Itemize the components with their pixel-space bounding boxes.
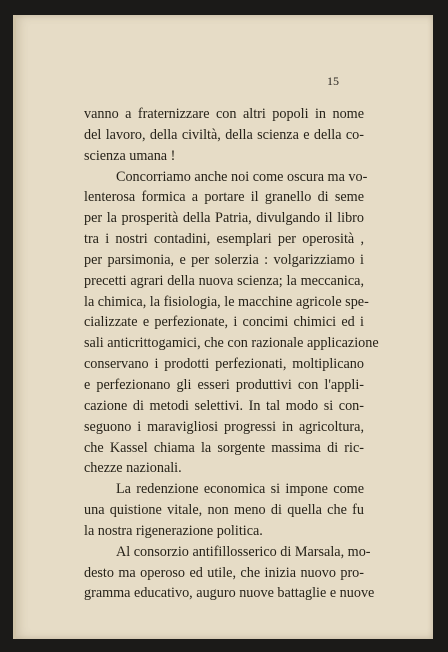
text-line: lenterosa formica a portare il granello di seme bbox=[84, 189, 364, 206]
text-line: del lavoro, della civiltà, della scienza e della co- bbox=[84, 126, 364, 143]
text-line: sali anticrittogamici, che con razionale applicazione bbox=[84, 335, 379, 352]
text-line: scienza umana ! bbox=[84, 147, 176, 164]
text-line: cazione di metodi selettivi. In tal modo si con- bbox=[84, 397, 364, 414]
text-line: vanno a fraternizzare con altri popoli in nome bbox=[84, 106, 364, 122]
text-line: seguono i maravigliosi progressi in agricoltura, bbox=[84, 418, 364, 435]
text-line: la chimica, la fisiologia, le macchine agricole spe- bbox=[84, 293, 369, 310]
text-line: una quistione vitale, non meno di quella che fu bbox=[84, 502, 364, 519]
text-line: chezze nazionali. bbox=[84, 460, 182, 477]
body-text bbox=[84, 104, 379, 604]
page-gutter-edge bbox=[13, 15, 16, 639]
text-line: e perfezionano gli esseri produttivi con l'appli- bbox=[84, 376, 364, 393]
text-line: tra i nostri contadini, esemplari per operosità , bbox=[84, 231, 364, 248]
text-line: precetti agrari della nuova scienza; la meccanica, bbox=[84, 272, 364, 289]
text-line: La redenzione economica si impone come bbox=[116, 481, 364, 498]
text-line: cializzate e perfezionate, i concimi chimici ed i bbox=[84, 314, 364, 331]
text-line: per parsimonia, e per solerzia : volgarizziamo i bbox=[84, 251, 364, 268]
text-line: conservano i prodotti perfezionati, moltiplicano bbox=[84, 356, 364, 373]
text-line: che Kassel chiama la sorgente massima di ric- bbox=[84, 439, 364, 456]
text-line: Al consorzio antifillosserico di Marsala, mo- bbox=[116, 543, 371, 560]
page-number: 15 bbox=[327, 74, 339, 88]
text-line: gramma educativo, auguro nuove battaglie e nuove bbox=[84, 585, 375, 602]
text-line: per la prosperità della Patria, divulgando il libro bbox=[84, 210, 364, 227]
text-line: Concorriamo anche noi come oscura ma vo- bbox=[116, 168, 368, 185]
text-line: desto ma operoso ed utile, che inizia nuovo pro- bbox=[84, 564, 364, 581]
text-line: la nostra rigenerazione politica. bbox=[84, 522, 263, 539]
